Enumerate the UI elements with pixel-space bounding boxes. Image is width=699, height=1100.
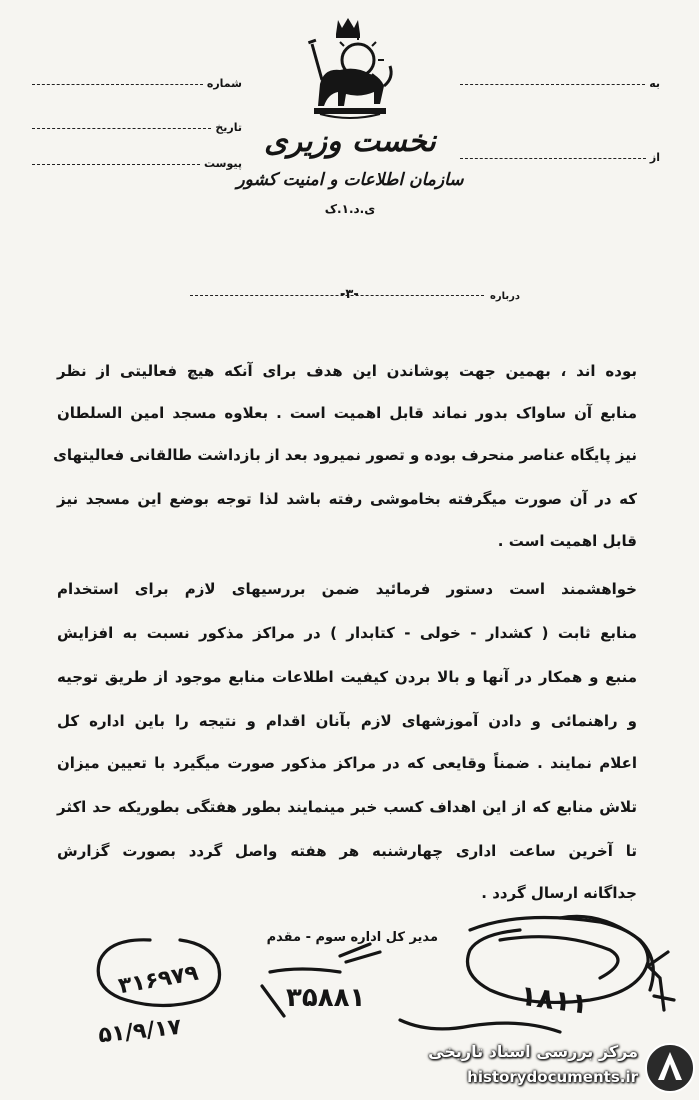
body-line-1: بوده اند ، بهمین جهت پوشاندن این هدف برای آنکه هیچ فعالیتی از نظر <box>57 362 637 380</box>
watermark-logo-icon <box>640 1038 696 1098</box>
from-label: از <box>649 151 660 164</box>
number-field <box>32 66 242 90</box>
signatory-title: مدیر کل اداره سوم - مقدم <box>266 930 438 945</box>
date-label: تاریخ <box>215 121 242 134</box>
body-line-2: منابع آن ساواک بدور نماند قابل اهمیت است . بعلاوه مسجد امین السلطان <box>57 404 637 422</box>
body-line-7: منابع ثابت ( کشدار - خولی - کتابدار ) در مراکز مذکور نسبت به افزایش <box>57 624 637 642</box>
attachment-label: پیوست <box>204 157 242 170</box>
body-line-4: که در آن صورت میگرفته بخاموشی رفته باشد لذا توجه بوضع این مسجد نیز <box>57 490 637 508</box>
organization-subtitle: سازمان اطلاعات و امنیت کشور <box>236 170 464 190</box>
attachment-field <box>32 146 242 170</box>
page-number: -۳- <box>340 287 359 302</box>
body-line-9: و راهنمائی و دادن آموزشهای لازم بآنان اقدام و نتیجه را باین اداره کل <box>57 712 637 730</box>
handwritten-date: ۵۱/۹/۱۷ <box>97 1014 183 1049</box>
subject-field <box>190 278 520 302</box>
body-line-3: نیز پایگاه عناصر منحرف بوده و تصور نمیرود بعد از بازداشت طالقانی فعالیتهای <box>53 446 637 464</box>
handwritten-number-3: ۱۸۱۱ <box>518 978 591 1021</box>
watermark <box>408 1038 696 1098</box>
to-field <box>460 66 660 90</box>
number-label: شماره <box>206 77 242 90</box>
watermark-url: historydocuments.ir <box>467 1068 638 1086</box>
from-field <box>460 140 660 164</box>
handwritten-number-2: ۳۵۸۸۱ <box>286 983 366 1013</box>
body-line-13: جداگانه ارسال گردد . <box>481 884 637 902</box>
body-line-10: اعلام نمایند . ضمناً وقایعی که در مراکز مذکور صورت میگیرد با تعیین میزان <box>57 754 637 772</box>
to-label: به <box>649 77 660 90</box>
lion-and-sun-emblem <box>300 14 396 124</box>
organization-name: نخست وزیری <box>264 124 436 159</box>
organization-code: ی.د.۱.ک <box>324 202 376 216</box>
date-field <box>32 110 242 134</box>
body-line-5: قابل اهمیت است . <box>497 532 637 550</box>
body-line-12: تا آخرین ساعت اداری چهارشنبه هر هفته واصل گردد بصورت گزارش <box>57 842 637 860</box>
body-line-8: منبع و همکار در آنها و بالا بردن کیفیت اطلاعات منابع موجود از طریق توجیه <box>57 668 637 686</box>
subject-label: درباره <box>489 291 520 302</box>
body-line-11: تلاش منابع که از این اهداف کسب خبر مینمایند بطور هفتگی بطوریکه حد اکثر <box>57 798 637 816</box>
body-line-6: خواهشمند است دستور فرمائید ضمن بررسیهای لازم برای استخدام <box>57 580 637 598</box>
handwritten-number-1: ۳۱۶۹۷۹ <box>116 960 201 1000</box>
watermark-title: مرکز بررسی اسناد تاریخی <box>428 1042 638 1061</box>
